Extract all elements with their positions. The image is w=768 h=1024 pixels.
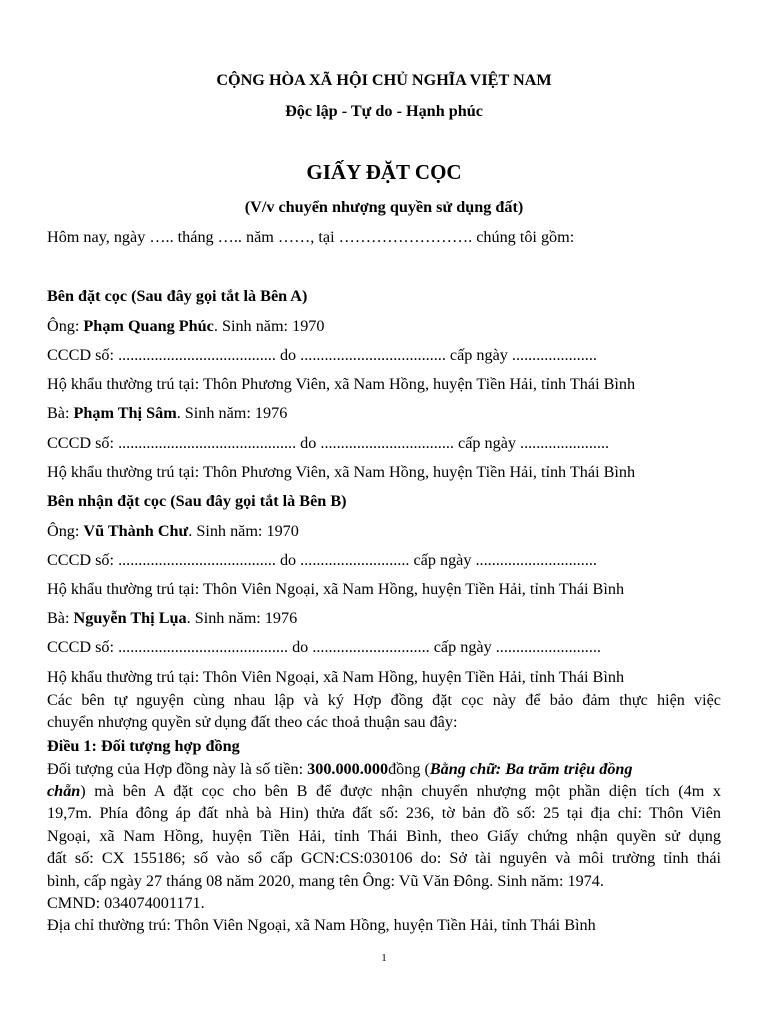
party-b-person2-birth: . Sinh năm: 1976 [186, 609, 298, 627]
party-b-person1-prefix: Ông: [47, 522, 84, 540]
party-a-person2-birth: . Sinh năm: 1976 [176, 404, 288, 422]
deposit-amount: 300.000.000 [307, 760, 389, 778]
party-a-person2-prefix: Bà: [47, 404, 74, 422]
article-1-object-text: Đối tượng của Hợp đồng này là số tiền: [47, 760, 308, 778]
party-a-person1-address: Hộ khẩu thường trú tại: Thôn Phương Viên, xã Nam Hồng, huyện Tiền Hải, tỉnh Thái Bình [47, 375, 636, 393]
party-b-person1-cccd: CCCD số: ....................................... do ........................... cấp ngày .............................. [47, 551, 597, 569]
party-b-heading: Bên nhận đặt cọc (Sau đây gọi tắt là Bên B) [47, 492, 347, 510]
party-a-person1-birth: . Sinh năm: 1970 [213, 317, 325, 335]
party-b-person1-line [47, 521, 721, 541]
party-b-person2-line [47, 608, 721, 628]
amount-in-words-2: chẵn [47, 782, 81, 800]
party-a-person2-line [47, 403, 721, 423]
article-1-line-8: Địa chỉ thường trú: Thôn Viên Ngoại, xã Nam Hồng, huyện Tiền Hải, tỉnh Thái Bình [47, 916, 596, 934]
document-subtitle: (V/v chuyển nhượng quyền sử dụng đất) [244, 198, 524, 216]
article-1-line-6: bình, cấp ngày 27 tháng 08 năm 2020, mang tên Ông: Vũ Văn Đông. Sinh năm: 1974. [47, 872, 604, 890]
article-1-line-3: 19,7m. Phía đông áp đất nhà bà Hin) thửa đất số: 236, tờ bản đồ số: 25 tại địa chỉ: Thôn Viên [47, 804, 721, 822]
article-1-line-5: đất số: CX 155186; số vào sổ cấp GCN:CS:030106 do: Sở tài nguyên và môi trường tỉnh thái [47, 849, 721, 867]
article-1-heading: Điều 1: Đối tượng hợp đồng [47, 737, 240, 755]
party-b-person1-birth: . Sinh năm: 1970 [188, 522, 299, 540]
national-header: CỘNG HÒA XÃ HỘI CHỦ NGHĨA VIỆT NAM [216, 71, 552, 89]
article-1-line-7: CMND: 034074001171. [47, 894, 205, 912]
article-1-line-4: Ngoại, xã Nam Hồng, huyện Tiền Hải, tỉnh Thái Bình, theo Giấy chứng nhận quyền sử dụng [47, 827, 721, 845]
party-b-person1-name: Vũ Thành Chư [83, 522, 189, 540]
amount-in-words-1: Bằng chữ: Ba trăm triệu đồng [429, 760, 633, 778]
party-a-person2-cccd: CCCD số: ............................................ do ................................. cấp ngày ...................... [47, 434, 610, 452]
national-motto: Độc lập - Tự do - Hạnh phúc [285, 102, 483, 120]
party-b-person2-cccd: CCCD số: .......................................... do ............................. cấp ngày .......................... [47, 638, 601, 656]
article-1-line-2-text: ) mà bên A đặt cọc cho bên B để được nhận chuyển nhượng một phần diện tích (4m x [80, 782, 721, 800]
party-a-person2-name: Phạm Thị Sâm [73, 404, 177, 422]
party-a-heading: Bên đặt cọc (Sau đây gọi tắt là Bên A) [47, 287, 308, 305]
page-number: 1 [381, 952, 387, 964]
party-a-person1-cccd: CCCD số: ....................................... do .................................... cấp ngày ..................... [47, 346, 597, 364]
party-b-person2-prefix: Bà: [47, 609, 74, 627]
party-a-person1-prefix: Ông: [47, 317, 84, 335]
currency-text: đồng ( [388, 760, 430, 778]
document-title: GIẤY ĐẶT CỌC [306, 160, 462, 184]
party-a-person1-name: Phạm Quang Phúc [83, 317, 214, 335]
article-1-line-2 [47, 781, 721, 801]
agreement-line-2: chuyển nhượng quyền sử dụng đất theo các thoả thuận sau đây: [47, 713, 458, 731]
party-b-person1-address: Hộ khẩu thường trú tại: Thôn Viên Ngoại, xã Nam Hồng, huyện Tiền Hải, tỉnh Thái Bình [47, 580, 625, 598]
intro-line: Hôm nay, ngày ….. tháng ….. năm ……, tại ……………………. chúng tôi gồm: [47, 228, 575, 246]
article-1-line-1 [47, 759, 721, 779]
party-b-person2-name: Nguyễn Thị Lụa [73, 609, 187, 627]
party-a-person2-address: Hộ khẩu thường trú tại: Thôn Phương Viên, xã Nam Hồng, huyện Tiền Hải, tỉnh Thái Bình [47, 463, 636, 481]
party-a-person1-line [47, 316, 721, 336]
party-b-person2-address: Hộ khẩu thường trú tại: Thôn Viên Ngoại, xã Nam Hồng, huyện Tiền Hải, tỉnh Thái Bình [47, 668, 625, 686]
agreement-line-1: Các bên tự nguyện cùng nhau lập và ký Hợp đồng đặt cọc này để bảo đảm thực hiện việc [47, 691, 721, 709]
